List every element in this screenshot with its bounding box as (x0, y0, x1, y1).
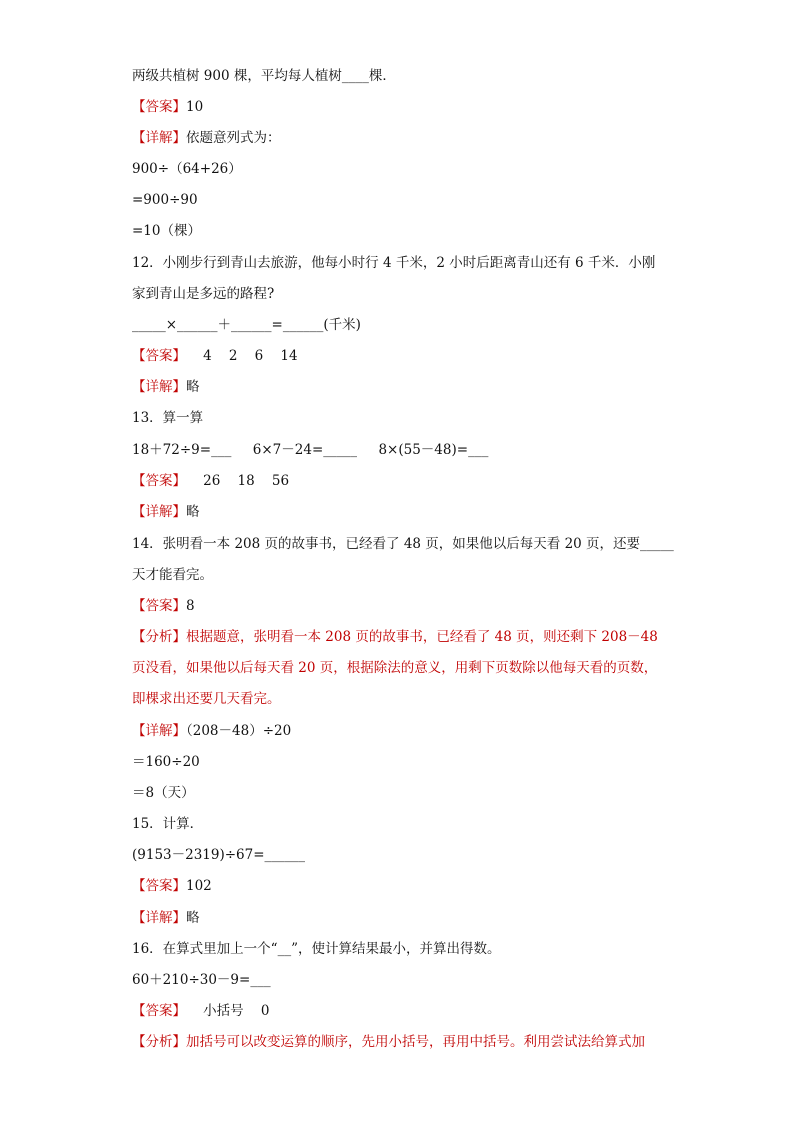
text-line (132, 315, 361, 335)
text-line (132, 190, 198, 210)
text-line (132, 159, 242, 179)
line-text: (9153－2319)÷67=______ (132, 847, 306, 863)
section-tag: 【分析】 (132, 629, 186, 645)
text-line (132, 876, 212, 896)
line-text: 14．张明看一本 208 页的故事书，已经看了 48 页，如果他以后每天看 20 页，还要_____ (132, 536, 674, 552)
text-line (132, 502, 200, 522)
text-line (132, 1001, 269, 1021)
line-text: ＝8（天） (132, 785, 195, 801)
line-text: =900÷90 (132, 192, 198, 208)
section-tag: 【分析】 (132, 1034, 186, 1050)
line-text: 12．小刚步行到青山去旅游，他每小时行 4 千米，2 小时后距离青山还有 6 千米．小刚 (132, 255, 656, 271)
line-text: _____×______＋______=______(千米) (132, 317, 361, 333)
text-line (132, 471, 289, 491)
line-text: 13．算一算 (132, 410, 204, 426)
line-text: 26 18 56 (186, 473, 290, 489)
text-line (132, 565, 213, 585)
line-text: 8 (186, 598, 195, 614)
line-text: 页没看，如果他以后每天看 20 页，根据除法的意义，用剩下页数除以他每天看的页数， (132, 660, 658, 676)
text-line (132, 970, 271, 990)
text-line (132, 627, 658, 647)
line-text: 略 (186, 379, 200, 395)
line-text: 18＋72÷9=___ 6×7－24=_____ 8×(55－48)=___ (132, 442, 489, 458)
text-line (132, 97, 203, 117)
text-line (132, 658, 657, 678)
text-line (132, 939, 500, 959)
text-line (132, 1032, 645, 1052)
text-line (132, 346, 298, 366)
section-tag: 【详解】 (132, 130, 186, 146)
line-text: 依题意列式为： (186, 130, 281, 146)
line-text: 900÷（64+26） (132, 161, 242, 177)
text-line (132, 721, 291, 741)
text-line (132, 253, 655, 273)
text-line (132, 284, 274, 304)
text-line (132, 689, 281, 709)
text-line (132, 908, 200, 928)
text-line (132, 783, 195, 803)
line-text: 15．计算． (132, 816, 204, 832)
text-line (132, 377, 200, 397)
section-tag: 【答案】 (132, 99, 186, 115)
text-line (132, 408, 203, 428)
section-tag: 【答案】 (132, 1003, 186, 1019)
line-text: 两级共植树 900 棵，平均每人植树____棵． (132, 68, 396, 84)
line-text: 小括号 0 (186, 1003, 270, 1019)
text-line (132, 66, 396, 86)
text-line (132, 596, 195, 616)
text-line (132, 752, 200, 772)
text-line (132, 221, 201, 241)
section-tag: 【详解】 (132, 504, 186, 520)
text-line (132, 440, 488, 460)
text-line (132, 845, 305, 865)
line-text: 家到青山是多远的路程? (132, 286, 275, 302)
text-line (132, 814, 203, 834)
text-line (132, 534, 674, 554)
line-text: 即棵求出还要几天看完。 (132, 691, 281, 707)
section-tag: 【详解】 (132, 910, 186, 926)
text-line (132, 128, 281, 148)
line-text: 根据题意，张明看一本 208 页的故事书，已经看了 48 页，则还剩下 208－48 (186, 629, 658, 645)
line-text: =10（棵） (132, 223, 201, 239)
section-tag: 【答案】 (132, 348, 186, 364)
line-text: 4 2 6 14 (186, 348, 298, 364)
section-tag: 【详解】 (132, 723, 186, 739)
line-text: 16．在算式里加上一个“__”，使计算结果最小，并算出得数。 (132, 941, 501, 957)
section-tag: 【答案】 (132, 473, 186, 489)
line-text: 略 (186, 504, 200, 520)
line-text: 10 (186, 99, 204, 115)
line-text: 略 (186, 910, 200, 926)
section-tag: 【详解】 (132, 379, 186, 395)
line-text: 60＋210÷30－9=___ (132, 972, 271, 988)
line-text: 加括号可以改变运算的顺序，先用小括号，再用中括号。利用尝试法给算式加 (186, 1034, 645, 1050)
section-tag: 【答案】 (132, 598, 186, 614)
line-text: （208－48）÷20 (186, 723, 292, 739)
line-text: 天才能看完。 (132, 567, 213, 583)
line-text: ＝160÷20 (132, 754, 200, 770)
line-text: 102 (186, 878, 212, 894)
section-tag: 【答案】 (132, 878, 186, 894)
